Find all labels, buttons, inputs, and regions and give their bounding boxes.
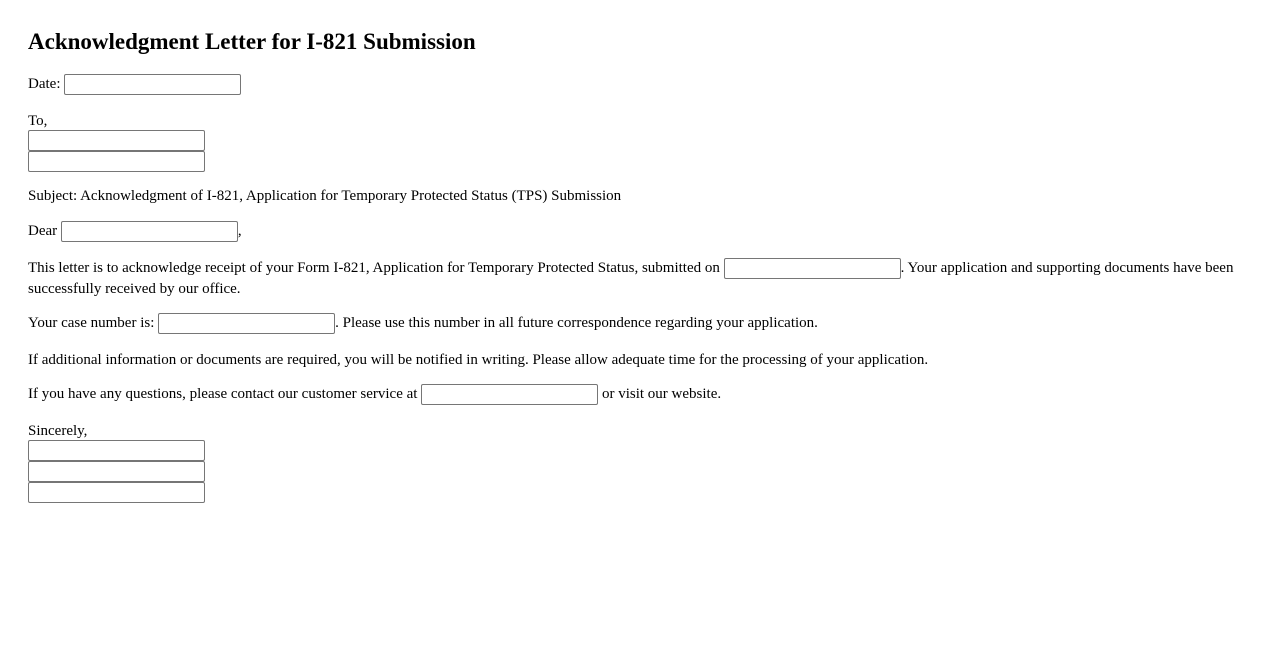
signature-line-1-input[interactable]	[28, 440, 205, 461]
contact-text-before: If you have any questions, please contact our customer service at	[28, 386, 418, 402]
contact-row	[28, 384, 721, 405]
recipient-line-2-input[interactable]	[28, 151, 205, 172]
signature-line-3-input[interactable]	[28, 482, 205, 503]
submission-date-input[interactable]	[724, 258, 901, 279]
closing-label: Sincerely,	[28, 423, 88, 439]
salutation-comma: ,	[237, 223, 242, 239]
to-label: To,	[28, 113, 48, 129]
dear-label: Dear	[28, 223, 58, 239]
subject-line: Subject: Acknowledgment of I-821, Application for Temporary Protected Status (TPS) Submission	[28, 188, 622, 204]
case-number-label: Your case number is:	[28, 315, 155, 331]
additional-info-paragraph: If additional information or documents are required, you will be notified in writing. Please allow adequate time for the processing of your application.	[28, 352, 929, 368]
recipient-line-1-input[interactable]	[28, 130, 205, 151]
signature-line-2-input[interactable]	[28, 461, 205, 482]
receipt-paragraph	[28, 258, 1250, 299]
customer-service-input[interactable]	[421, 384, 598, 405]
date-row	[28, 74, 241, 95]
recipient-name-input[interactable]	[61, 221, 238, 242]
signature-fields	[28, 440, 205, 503]
contact-text-after: or visit our website.	[601, 386, 722, 402]
case-number-input[interactable]	[158, 313, 335, 334]
case-number-text-after: . Please use this number in all future correspondence regarding your application.	[335, 315, 818, 331]
date-label: Date:	[28, 76, 61, 92]
date-input[interactable]	[64, 74, 241, 95]
page-title: Acknowledgment Letter for I-821 Submission	[28, 29, 476, 54]
case-number-row	[28, 313, 818, 334]
salutation-row	[28, 221, 242, 242]
recipient-fields	[28, 130, 205, 172]
receipt-text-after: . Your application and supporting documents have been successfully received by our office.	[28, 260, 1234, 298]
receipt-text-before: This letter is to acknowledge receipt of your Form I-821, Application for Temporary Protected Status, submitted on	[28, 260, 720, 276]
